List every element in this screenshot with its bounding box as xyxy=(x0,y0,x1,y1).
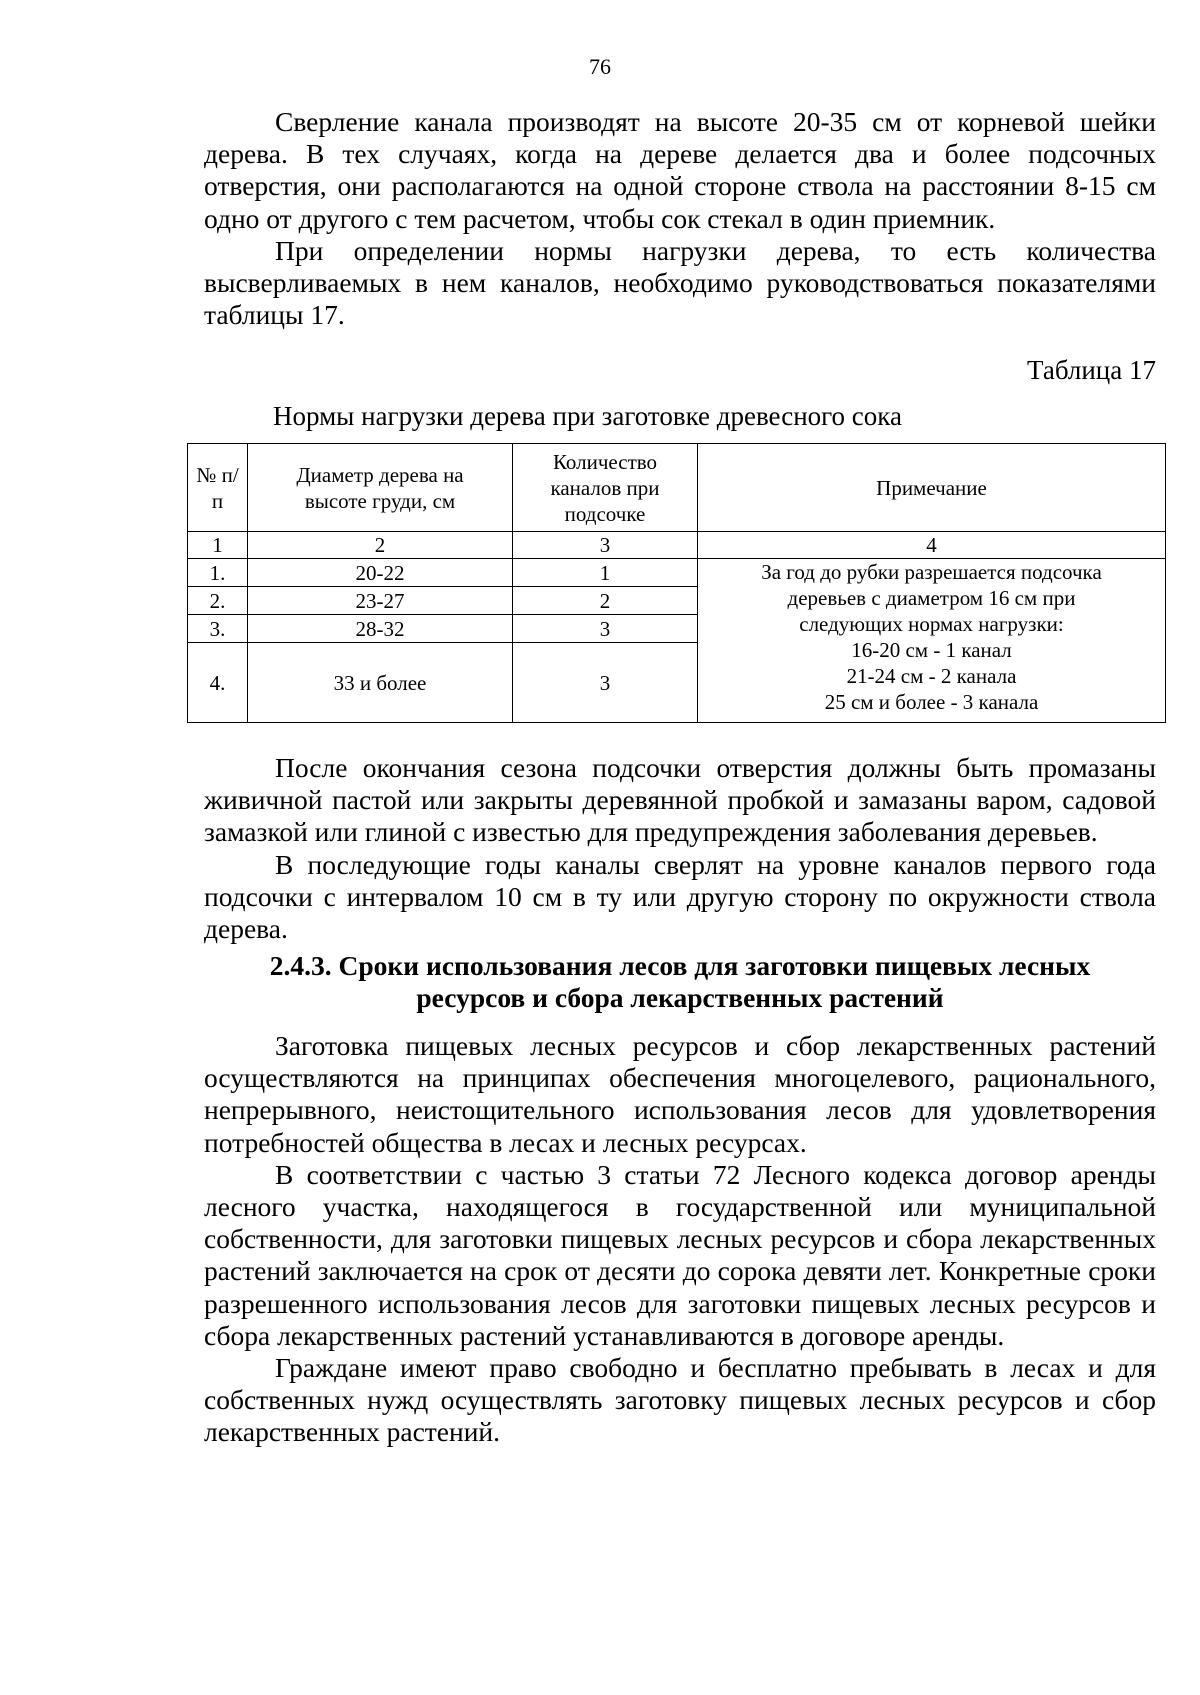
paragraph: При определении нормы нагрузки дерева, то есть количества высверливаемых в нем каналов, необходимо руководствоваться показателями таблицы 17. xyxy=(204,234,1156,331)
note-line: 16-20 см - 1 канал xyxy=(851,638,1012,662)
column-number-row xyxy=(188,532,1166,559)
after-table-text xyxy=(204,752,1156,945)
note-line: следующих нормах нагрузки: xyxy=(799,612,1064,636)
paragraph: Граждане имеют право свободно и бесплатно пребывать в лесах и для собственных нужд осуществлять заготовку пищевых лесных ресурсов и сбор лекарственных растений. xyxy=(204,1352,1156,1448)
table-row xyxy=(188,559,1166,587)
header-cell-diameter: Диаметр дерева на высоте груди, см xyxy=(248,444,513,532)
row-channels: 1 xyxy=(513,559,698,587)
intro-text xyxy=(204,106,1156,331)
paragraph: Заготовка пищевых лесных ресурсов и сбор лекарственных растений осуществляются на принципах обеспечения многоцелевого, рационального, непрерывного, неистощительного использования лесов для удовлетворения потребностей общества в лесах и лесных ресурсах. xyxy=(204,1030,1156,1158)
row-channels: 3 xyxy=(513,615,698,643)
row-number: 4. xyxy=(188,643,248,723)
section-heading-line: 2.4.3. Сроки использования лесов для заготовки пищевых лесных xyxy=(269,950,1091,981)
section-heading xyxy=(204,950,1156,1014)
page-number: 76 xyxy=(589,54,611,79)
row-diameter: 33 и более xyxy=(248,643,513,723)
section-text xyxy=(204,1030,1156,1449)
column-number-cell: 4 xyxy=(698,532,1166,559)
note-line: 21-24 см - 2 канала xyxy=(846,664,1017,688)
row-diameter: 20-22 xyxy=(248,559,513,587)
table-caption: Нормы нагрузки дерева при заготовке древесного сока xyxy=(273,401,902,431)
row-number: 2. xyxy=(188,587,248,615)
row-number: 1. xyxy=(188,559,248,587)
row-number: 3. xyxy=(188,615,248,643)
row-diameter: 23-27 xyxy=(248,587,513,615)
paragraph: После окончания сезона подсочки отверстия должны быть промазаны живичной пастой или закрыты деревянной пробкой и замазаны варом, садовой замазкой или глиной с известью для предупреждения заболевания деревьев. xyxy=(204,752,1156,848)
header-cell-number: № п/п xyxy=(188,444,248,532)
note-line: деревьев с диаметром 16 см при xyxy=(787,586,1076,610)
column-number-cell: 2 xyxy=(248,532,513,559)
row-channels: 3 xyxy=(513,643,698,723)
column-number-cell: 1 xyxy=(188,532,248,559)
paragraph: В последующие годы каналы сверлят на уровне каналов первого года подсочки с интервалом 10 см в ту или другую сторону по окружности ствола дерева. xyxy=(204,848,1156,945)
table-label: Таблица 17 xyxy=(1027,355,1156,385)
note-line: 25 см и более - 3 канала xyxy=(824,690,1039,714)
note-cell xyxy=(698,559,1166,723)
header-cell-note: Примечание xyxy=(698,444,1166,532)
paragraph: Сверление канала производят на высоте 20-35 см от корневой шейки дерева. В тех случаях, когда на дереве делается два и более подсочных отверстия, они располагаются на одной стороне ствола на расстоянии 8-15 см одно от другого с тем расчетом, чтобы сок стекал в один приемник. xyxy=(204,106,1156,234)
norms-table xyxy=(187,443,1166,723)
note-line: За год до рубки разрешается подсочка xyxy=(761,560,1102,584)
row-diameter: 28-32 xyxy=(248,615,513,643)
table-header-row xyxy=(188,444,1166,532)
paragraph: В соответствии с частью 3 статьи 72 Лесного кодекса договор аренды лесного участка, находящегося в государственной или муниципальной собственности, для заготовки пищевых лесных ресурсов и сбора лекарственных растений заключается на срок от десяти до сорока девяти лет. Конкретные сроки разрешенного использования лесов для заготовки пищевых лесных ресурсов и сбора лекарственных растений устанавливаются в договоре аренды. xyxy=(204,1158,1156,1351)
section-heading-line: ресурсов и сбора лекарственных растений xyxy=(416,982,944,1013)
column-number-cell: 3 xyxy=(513,532,698,559)
row-channels: 2 xyxy=(513,587,698,615)
header-cell-channels: Количество каналов при подсочке xyxy=(513,444,698,532)
